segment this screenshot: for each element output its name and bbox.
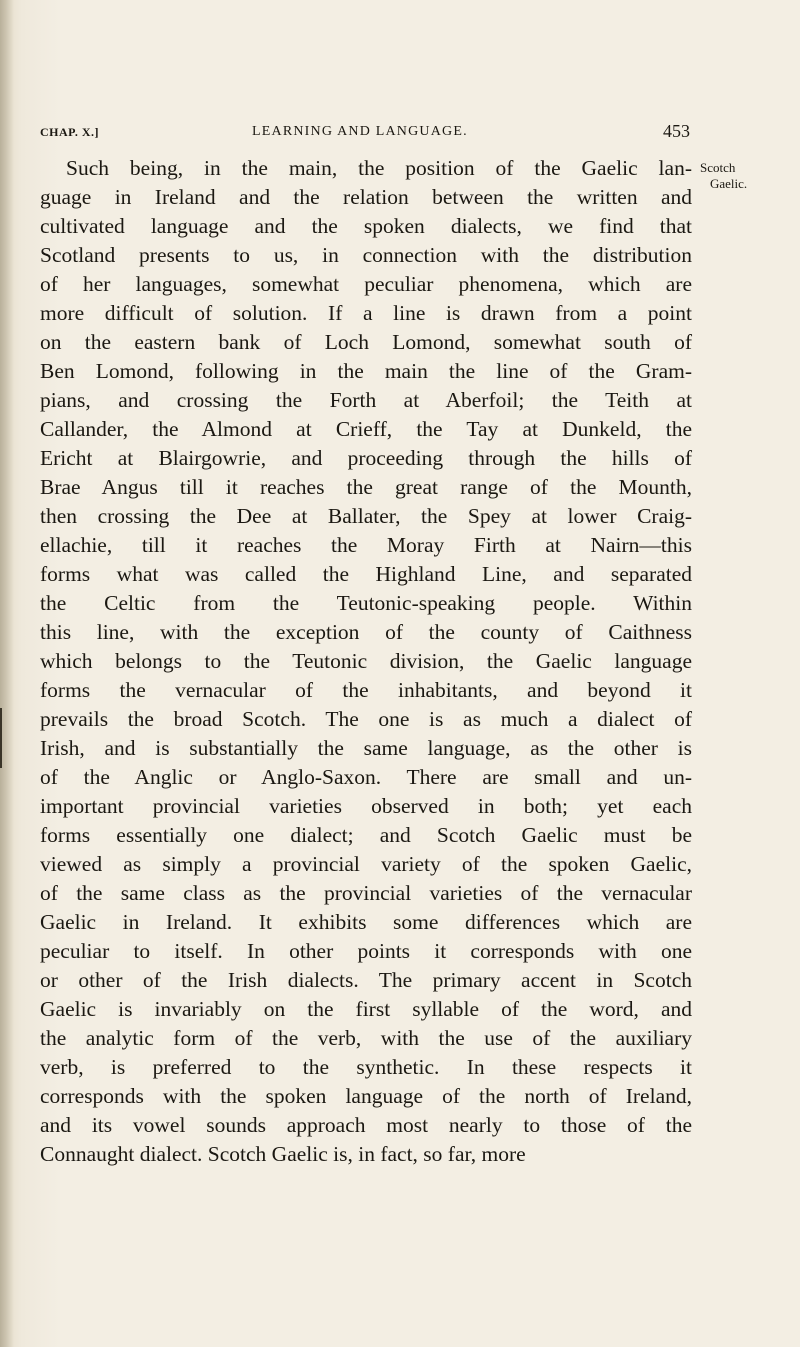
text-line: ellachie, till it reaches the Moray Firth at Nairn—this: [40, 533, 692, 557]
text-line: Gaelic in Ireland. It exhibits some differences which are: [40, 910, 692, 934]
text-line: peculiar to itself. In other points it corresponds with one: [40, 939, 692, 963]
text-line: then crossing the Dee at Ballater, the Spey at lower Craig-: [40, 504, 692, 528]
scan-margin-mark: [0, 708, 2, 768]
text-line: Callander, the Almond at Crieff, the Tay at Dunkeld, the: [40, 417, 692, 441]
text-line: more difficult of solution. If a line is drawn from a point: [40, 301, 692, 325]
text-line: forms the vernacular of the inhabitants, and beyond it: [40, 678, 692, 702]
text-line: forms what was called the Highland Line, and separated: [40, 562, 692, 586]
text-line: verb, is preferred to the synthetic. In these respects it: [40, 1055, 692, 1079]
text-line: on the eastern bank of Loch Lomond, somewhat south of: [40, 330, 692, 354]
text-line: Such being, in the main, the position of the Gaelic lan-: [66, 156, 692, 180]
running-title: LEARNING AND LANGUAGE.: [252, 124, 468, 139]
margin-note-line: Gaelic.: [710, 176, 748, 191]
text-line: Connaught dialect. Scotch Gaelic is, in fact, so far, more: [40, 1142, 526, 1166]
text-line: this line, with the exception of the county of Caithness: [40, 620, 692, 644]
chapter-label: CHAP. X.]: [40, 125, 100, 139]
text-line: of the same class as the provincial varieties of the vernacular: [40, 881, 692, 905]
text-line: of the Anglic or Anglo-Saxon. There are small and un-: [40, 765, 692, 789]
text-line: Ben Lomond, following in the main the line of the Gram-: [40, 359, 692, 383]
running-head: [40, 121, 690, 145]
page-number: 453: [663, 121, 690, 141]
text-line: important provincial varieties observed in both; yet each: [40, 794, 692, 818]
text-line: Scotland presents to us, in connection with the distribution: [40, 243, 692, 267]
text-line: Gaelic is invariably on the first syllable of the word, and: [40, 997, 692, 1021]
text-line: the analytic form of the verb, with the use of the auxiliary: [40, 1026, 692, 1050]
text-line: Ericht at Blairgowrie, and proceeding through the hills of: [40, 446, 692, 470]
text-line: guage in Ireland and the relation between the written and: [40, 185, 692, 209]
text-line: prevails the broad Scotch. The one is as much a dialect of: [40, 707, 692, 731]
text-line: corresponds with the spoken language of the north of Ireland,: [40, 1084, 692, 1108]
text-line: or other of the Irish dialects. The primary accent in Scotch: [40, 968, 692, 992]
text-line: which belongs to the Teutonic division, the Gaelic language: [40, 649, 692, 673]
text-line: pians, and crossing the Forth at Aberfoil; the Teith at: [40, 388, 692, 412]
text-line: Brae Angus till it reaches the great range of the Mounth,: [40, 475, 692, 499]
text-line: of her languages, somewhat peculiar phenomena, which are: [40, 272, 692, 296]
text-line: viewed as simply a provincial variety of the spoken Gaelic,: [40, 852, 692, 876]
text-line: the Celtic from the Teutonic-speaking people. Within: [40, 591, 692, 615]
text-line: forms essentially one dialect; and Scotch Gaelic must be: [40, 823, 692, 847]
text-line: Irish, and is substantially the same language, as the other is: [40, 736, 692, 760]
body-paragraph: [40, 154, 692, 1169]
margin-note-line: Scotch: [700, 160, 736, 175]
margin-note: [700, 160, 790, 192]
text-line: and its vowel sounds approach most nearly to those of the: [40, 1113, 692, 1137]
gutter-shadow: [0, 0, 14, 1347]
text-line: cultivated language and the spoken dialects, we find that: [40, 214, 692, 238]
